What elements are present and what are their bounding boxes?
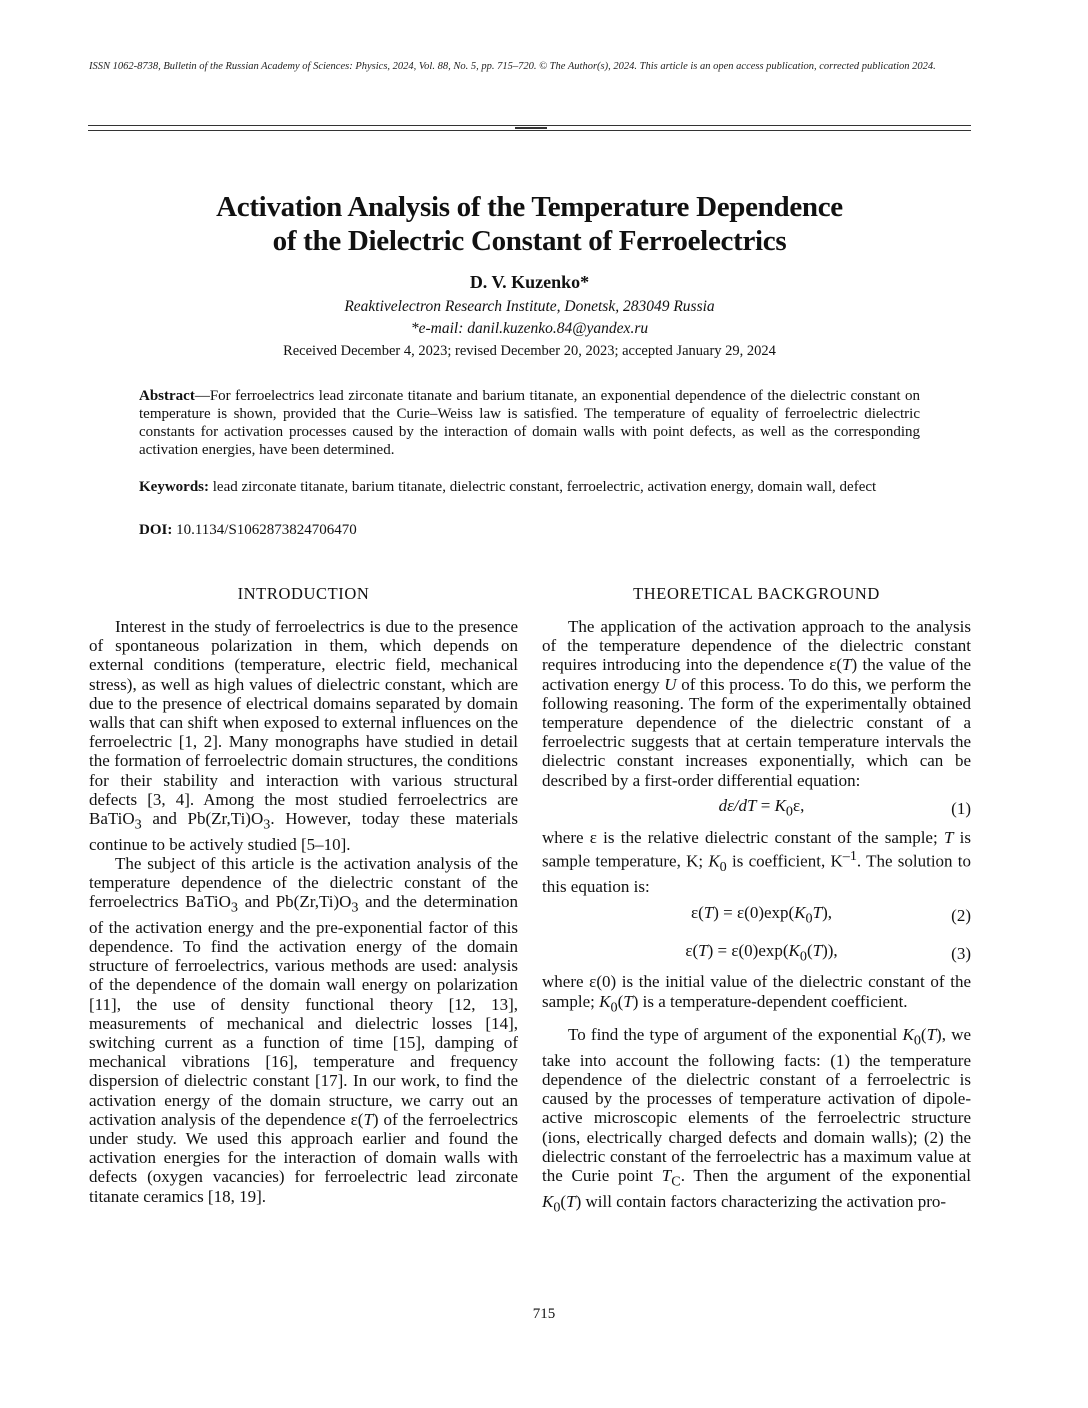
superscript: –1: [842, 848, 857, 865]
variable: T: [812, 940, 823, 960]
variable: K: [708, 851, 720, 871]
variable: T: [842, 655, 852, 675]
author-email: *e-mail: danil.kuzenko.84@yandex.ru: [410, 320, 649, 337]
subscript: 3: [134, 816, 142, 833]
variable: T: [812, 902, 823, 922]
affiliation: Reaktivelectron Research Institute, Donetsk, 283049 Russia: [344, 298, 715, 315]
equation-1: [542, 790, 971, 828]
subscript: 0: [785, 803, 793, 820]
theory-paragraph-4: [542, 1025, 971, 1217]
equation-number: (2): [951, 905, 971, 925]
text-run: Interest in the study of ferroelectrics is due to the presence of spontaneous polarization in them, which depends on external conditions (temperature, electric field, mechanical stress), as well as high values of dielectric constant, which are due to the presence of electrical domains separated by domain walls that can shift when exposed to external influences on the ferroelectric [1, 2]. Many monographs have studied in detail the formation of ferroelectric domain structures, the conditions for their stability and interaction with various structural defects [3, 4]. Among the most studied ferroelectrics are BaTiO: [89, 617, 518, 829]
variable: T: [703, 902, 714, 922]
theory-paragraph-3: [542, 972, 971, 1017]
doi-label: DOI:: [139, 522, 173, 538]
text-run: . However, today these materials continue to be actively studied [5–10].: [89, 809, 518, 854]
title-line-1: Activation Analysis of the Temperature Dependence: [216, 191, 843, 223]
keywords: [139, 478, 920, 496]
journal-header-note: ISSN 1062-8738, Bulletin of the Russian Academy of Sciences: Physics, 2024, Vol. 88, No. 5, pp. 715–720. © The Author(s), 2024. This article is an open access publication, corrected publication 2024.: [89, 61, 936, 72]
text-run: ε(: [685, 940, 699, 960]
variable: T: [566, 1191, 576, 1211]
variable: K: [542, 1191, 554, 1211]
theory-paragraph-1: [542, 617, 971, 790]
text-run: To find the type of argument of the exponential: [568, 1025, 903, 1045]
intro-paragraph-2: [89, 854, 518, 1206]
subscript: 3: [230, 899, 238, 916]
theory-paragraph-2: [542, 828, 971, 897]
text-run: is sample temperature, K;: [542, 827, 971, 871]
text-run: dε/dT: [718, 796, 757, 816]
left-column: [89, 583, 518, 1206]
text-run: of this process. To do this, we perform the following reasoning. The form of the experimentally obtained temperature dependence of the dielectric constant of a ferroelectric suggests that at certain temperature intervals the dielectric constant increases exponentially, which can be described by a first-order differential equation:: [542, 674, 971, 790]
intro-paragraph-1: [89, 617, 518, 854]
equation-expression: [542, 903, 941, 929]
section-heading-theory: THEORETICAL BACKGROUND: [633, 584, 880, 603]
text-run: and Pb(Zr,Ti)O: [238, 892, 352, 912]
text-run: ) = ε(0)exp(: [713, 902, 795, 922]
text-run: ε,: [793, 796, 805, 816]
received-dates: Received December 4, 2023; revised December 20, 2023; accepted January 29, 2024: [283, 343, 776, 359]
text-run: ) will contain factors characterizing the activation pro-: [575, 1191, 947, 1211]
subscript: 0: [913, 1032, 921, 1049]
subscript: 3: [263, 816, 271, 833]
subscript: 0: [805, 910, 813, 927]
abstract-text: —For ferroelectrics lead zirconate titanate and barium titanate, an exponential dependence of the dielectric constant on temperature is shown, provided that the Curie–Weiss law is satisfied. The temperature of equality of ferroelectric dielectric constants for activation processes caused by the interaction of domain walls with point defects, as well as the corresponding activation energies, have been determined.: [139, 388, 920, 458]
title-line-2: of the Dielectric Constant of Ferroelectrics: [272, 225, 787, 257]
doi: [139, 521, 920, 539]
text-run: and Pb(Zr,Ti)O: [141, 809, 264, 829]
text-run: (: [617, 991, 624, 1011]
text-run: ε(: [690, 902, 704, 922]
equation-3: [542, 934, 971, 972]
section-heading-introduction: INTRODUCTION: [237, 584, 370, 603]
variable: T: [926, 1025, 937, 1045]
text-run: The application of the activation approach to the analysis of the temperature dependence of the dielectric constant requires introducing into the dependence ε(: [542, 617, 971, 675]
doi-text: 10.1134/S1062873824706470: [172, 522, 357, 538]
variable: T: [661, 1166, 672, 1186]
text-run: =: [756, 796, 775, 816]
text-run: The subject of this article is the activation analysis of the temperature dependence of the dielectric constant of the ferroelectrics BaTiO: [89, 853, 518, 912]
subscript: 0: [553, 1199, 561, 1216]
variable: T: [943, 827, 954, 847]
variable: K: [902, 1025, 914, 1045]
author: D. V. Kuzenko*: [469, 272, 590, 292]
text-run: ) = ε(0)exp(: [707, 940, 789, 960]
article-title: [88, 190, 971, 258]
text-run: . Then the argument of the exponential: [680, 1166, 971, 1186]
text-run: (: [806, 940, 813, 960]
text-run: where ε(0) is the initial value of the dielectric constant of the sample;: [542, 972, 971, 1011]
variable: K: [599, 991, 611, 1011]
text-run: )),: [822, 940, 838, 960]
abstract-label: Abstract: [139, 388, 195, 404]
text-run: (: [920, 1025, 927, 1045]
right-column: [542, 583, 971, 1217]
variable: K: [788, 940, 800, 960]
equation-number: (1): [951, 799, 971, 819]
variable: T: [363, 1109, 373, 1129]
keywords-text: lead zirconate titanate, barium titanate, dielectric constant, ferroelectric, activation energy, domain wall, defect: [209, 479, 877, 495]
text-run: ) the value of the activation energy: [542, 655, 971, 694]
text-run: ), we take into account the following facts: (1) the temperature dependence of the dielectric constant of a ferroelectric is caused by the processes of temperature activation of dipole-active microscopic elements of the ferroelectric structure (ions, electrically charged defects and domain walls); (2) the dielectric constant of the ferroelectric has a maximum value at the Curie point: [542, 1025, 972, 1186]
text-run: ),: [822, 902, 832, 922]
text-run: (: [560, 1191, 567, 1211]
subscript: 0: [799, 948, 807, 965]
text-run: is coefficient, K: [726, 851, 843, 871]
variable: T: [698, 940, 708, 960]
subscript: C: [671, 1173, 681, 1190]
equation-number: (3): [951, 943, 971, 963]
text-run: and the determination of the activation energy and the pre-exponential factor of this dependence. To find the activation energy of the domain structure of ferroelectrics, various methods are used: analysis of the dependence of the domain wall energy on polarization [11], the use of density functional theory [12, 13], measurements of mechanical and dielectric losses [14], switching current as a function of time [15], damping of mechanical vibrations [16], temperature and frequency dispersion of dielectric constant [17]. In our work, to find the activation energy of the domain structure, we carry out an activation analysis of the dependence ε(: [89, 892, 518, 1129]
subscript: 0: [719, 859, 727, 876]
equation-expression: [542, 796, 941, 822]
text-run: . The solution to this equation is:: [542, 851, 972, 897]
text-run: where ε is the relative dielectric constant of the sample;: [542, 827, 944, 847]
variable: U: [664, 674, 677, 694]
subscript: 3: [351, 899, 359, 916]
variable: K: [774, 796, 786, 816]
variable: K: [794, 902, 806, 922]
header-rule-mark: [515, 127, 547, 129]
equation-expression: [542, 941, 941, 967]
header-rule-bottom: [88, 130, 971, 131]
text-run: ) is a temperature-dependent coefficient.: [632, 991, 908, 1011]
variable: T: [623, 991, 633, 1011]
text-run: ) of the ferroelectrics under study. We used this approach earlier and found the activation energies for the interaction of domain walls with defects (oxygen vacancies) for ferroelectric lead zirconate titanate ceramics [18, 19].: [89, 1109, 518, 1206]
equation-2: [542, 896, 971, 934]
keywords-label: Keywords:: [139, 479, 209, 495]
page-number: 715: [532, 1306, 556, 1322]
subscript: 0: [610, 999, 618, 1016]
header-rule-top: [88, 125, 971, 126]
abstract: [139, 387, 920, 459]
